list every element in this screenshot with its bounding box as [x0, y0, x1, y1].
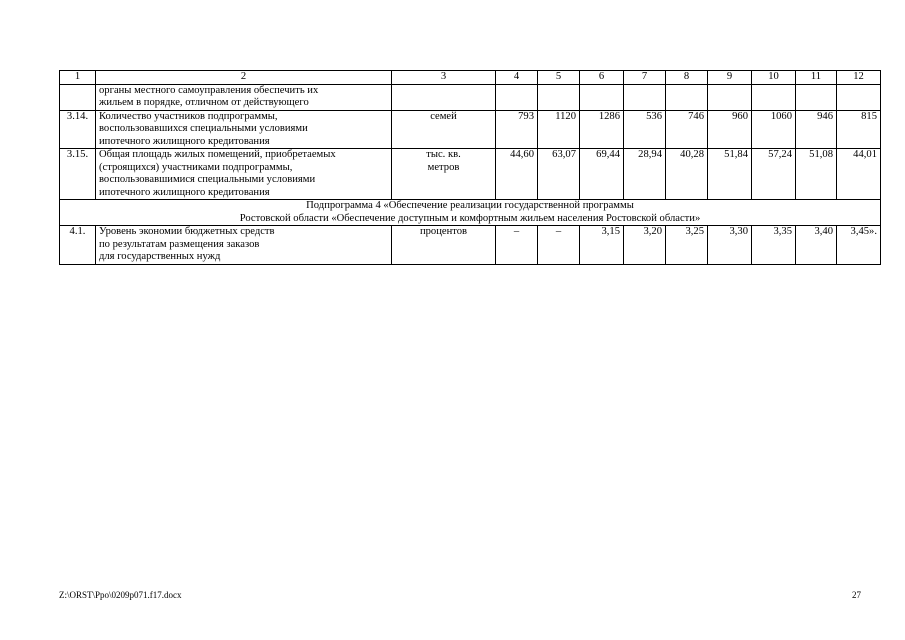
- row-number: 4.1.: [60, 226, 96, 265]
- value-cell: [796, 84, 837, 110]
- value-cell: 815: [837, 110, 881, 149]
- header-cell: 6: [580, 71, 624, 85]
- indicator-name-line: воспользовавшимися специальными условиями: [99, 174, 316, 185]
- value-cell: [580, 84, 624, 110]
- value-cell: 51,08: [796, 149, 837, 200]
- header-cell: 4: [496, 71, 538, 85]
- value-cell: 40,28: [666, 149, 708, 200]
- section-title-line: Подпрограмма 4 «Обеспечение реализации государственной программы: [306, 200, 634, 211]
- section-row: [60, 200, 881, 226]
- header-row: [60, 71, 881, 85]
- value-cell: [496, 84, 538, 110]
- value-cell: 44,01: [837, 149, 881, 200]
- indicators-table: [59, 70, 881, 265]
- value-cell: 1120: [538, 110, 580, 149]
- value-cell: [538, 84, 580, 110]
- value-cell: 1060: [752, 110, 796, 149]
- table-row: [60, 84, 881, 110]
- row-number: 3.15.: [60, 149, 96, 200]
- value-cell: 44,60: [496, 149, 538, 200]
- indicator-name-line: по результатам размещения заказов: [99, 238, 260, 250]
- value-cell: 960: [708, 110, 752, 149]
- indicator-name-line: жильем в порядке, отличном от действующего: [99, 97, 309, 108]
- unit-line: семей: [430, 110, 457, 122]
- indicator-name: [96, 226, 392, 265]
- value-cell: 57,24: [752, 149, 796, 200]
- value-cell: 3,35: [752, 226, 796, 265]
- value-cell: 28,94: [624, 149, 666, 200]
- indicator-name: [96, 110, 392, 149]
- value-cell: 3,45».: [837, 226, 881, 265]
- indicator-name: [96, 149, 392, 200]
- unit-cell: [392, 226, 496, 265]
- value-cell: [624, 84, 666, 110]
- header-cell: 10: [752, 71, 796, 85]
- value-cell: 3,15: [580, 226, 624, 265]
- indicator-name-line: для государственных нужд: [99, 251, 221, 262]
- value-cell: [752, 84, 796, 110]
- value-cell: 51,84: [708, 149, 752, 200]
- value-cell: 3,30: [708, 226, 752, 265]
- header-cell: 1: [60, 71, 96, 85]
- value-cell: 3,20: [624, 226, 666, 265]
- value-cell: 3,40: [796, 226, 837, 265]
- indicator-name-line: (строящихся) участниками подпрограммы,: [99, 161, 293, 173]
- indicator-name-line: воспользовавшихся специальными условиями: [99, 123, 308, 134]
- row-number: [60, 84, 96, 110]
- value-cell: 946: [796, 110, 837, 149]
- value-cell: 69,44: [580, 149, 624, 200]
- unit-cell: [392, 110, 496, 149]
- indicator-name-line: Общая площадь жилых помещений, приобретаемых: [99, 149, 336, 160]
- unit-cell: [392, 84, 496, 110]
- unit-cell: [392, 149, 496, 200]
- header-cell: 12: [837, 71, 881, 85]
- value-cell: 3,25: [666, 226, 708, 265]
- row-number: 3.14.: [60, 110, 96, 149]
- header-cell: 9: [708, 71, 752, 85]
- unit-line: тыс. кв.: [426, 149, 461, 160]
- indicator-name-line: ипотечного жилищного кредитования: [99, 135, 270, 147]
- header-cell: 7: [624, 71, 666, 85]
- value-cell: –: [496, 226, 538, 265]
- value-cell: [666, 84, 708, 110]
- table-row: [60, 110, 881, 149]
- indicator-name-line: Уровень экономии бюджетных средств: [99, 226, 275, 237]
- value-cell: 746: [666, 110, 708, 149]
- value-cell: [837, 84, 881, 110]
- footer-page-number: 27: [852, 590, 861, 600]
- unit-line: метров: [427, 161, 460, 173]
- value-cell: 63,07: [538, 149, 580, 200]
- section-title: [60, 200, 881, 226]
- value-cell: 1286: [580, 110, 624, 149]
- indicator-name-line: ипотечного жилищного кредитования: [99, 186, 270, 198]
- value-cell: [708, 84, 752, 110]
- indicator-name-line: Количество участников подпрограммы,: [99, 110, 278, 122]
- indicator-name-line: органы местного самоуправления обеспечить их: [99, 84, 319, 96]
- value-cell: –: [538, 226, 580, 265]
- header-cell: 3: [392, 71, 496, 85]
- indicator-name: [96, 84, 392, 110]
- section-title-line: Ростовской области «Обеспечение доступным и комфортным жильем населения Ростовской области»: [239, 212, 701, 224]
- unit-line: процентов: [419, 226, 468, 237]
- value-cell: 793: [496, 110, 538, 149]
- value-cell: 536: [624, 110, 666, 149]
- table-row: [60, 226, 881, 265]
- footer-file-path: Z:\ORST\Ppo\0209p071.f17.docx: [59, 590, 182, 600]
- header-cell: 8: [666, 71, 708, 85]
- header-cell: 11: [796, 71, 837, 85]
- table-row: [60, 149, 881, 200]
- header-cell: 2: [96, 71, 392, 85]
- header-cell: 5: [538, 71, 580, 85]
